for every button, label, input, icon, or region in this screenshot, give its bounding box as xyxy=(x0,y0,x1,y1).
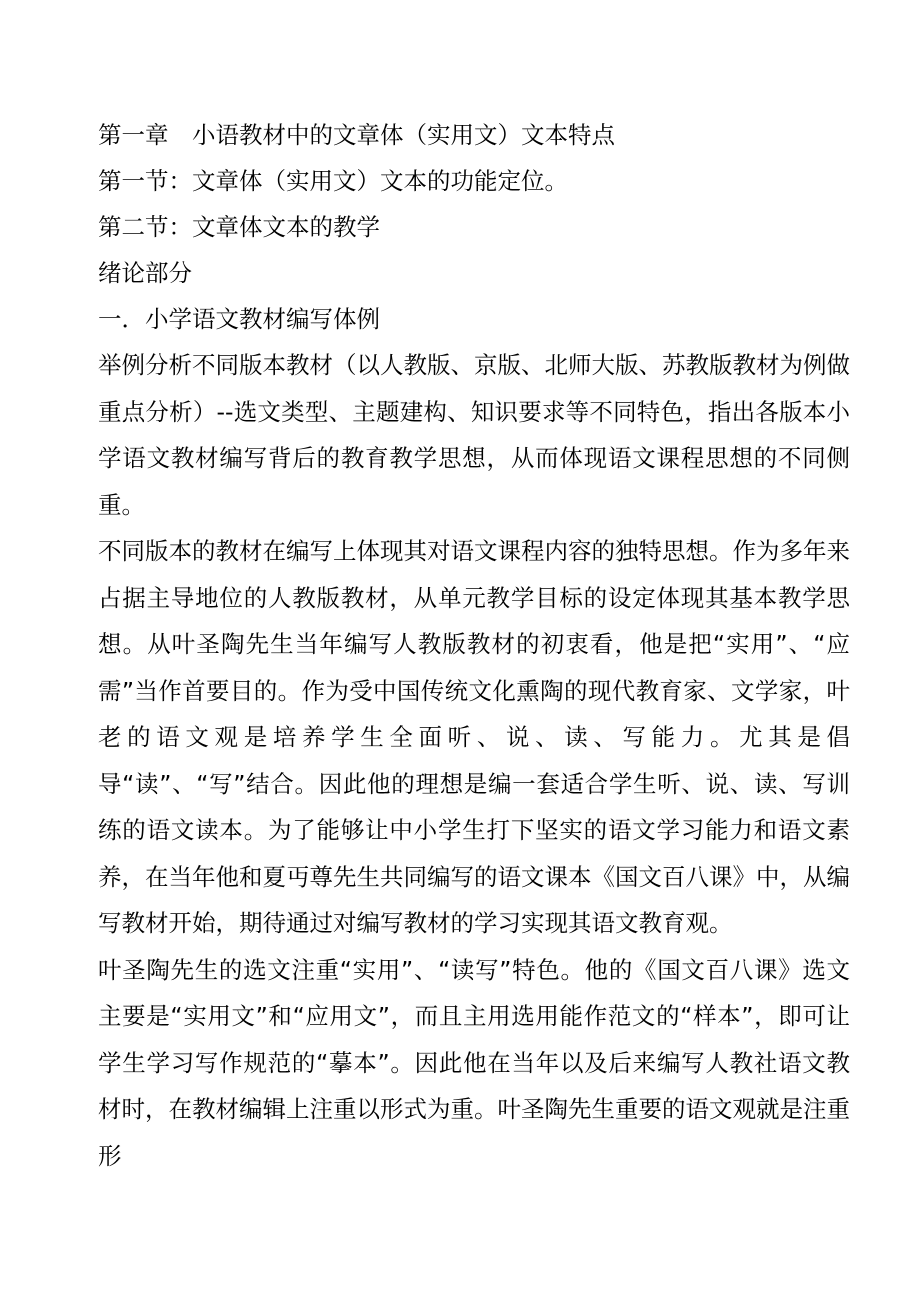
paragraph-1: 举例分析不同版本教材（以人教版、京版、北师大版、苏教版教材为例做重点分析）--选文类型、主题建构、知识要求等不同特色，指出各版本小学语文教材编写背后的教育教学思想，从而体现语文课程思想的不同侧重。 xyxy=(98,351,850,519)
section-1-title: 第一节：文章体（实用文）文本的功能定位。 xyxy=(98,167,568,195)
document-page xyxy=(98,112,850,1179)
chapter-title: 第一章 小语教材中的文章体（实用文）文本特点 xyxy=(98,121,615,149)
introduction-heading: 绪论部分 xyxy=(98,259,192,287)
section-2-title: 第二节：文章体文本的教学 xyxy=(98,213,380,241)
subsection-heading: 一．小学语文教材编写体例 xyxy=(98,305,380,333)
paragraph-2: 不同版本的教材在编写上体现其对语文课程内容的独特思想。作为多年来占据主导地位的人教版教材，从单元教学目标的设定体现其基本教学思想。从叶圣陶先生当年编写人教版教材的初衷看，他是把“实用”、“应需”当作首要目的。作为受中国传统文化熏陶的现代教育家、文学家，叶老的语文观是培养学生全面听、说、读、写能力。尤其是倡导“读”、“写”结合。因此他的理想是编一套适合学生听、说、读、写训练的语文读本。为了能够让中小学生打下坚实的语文学习能力和语文素养，在当年他和夏丏尊先生共同编写的语文课本《国文百八课》中，从编写教材开始，期待通过对编写教材的学习实现其语文教育观。 xyxy=(98,537,850,937)
paragraph-3: 叶圣陶先生的选文注重“实用”、“读写”特色。他的《国文百八课》选文主要是“实用文”和“应用文”，而且主用选用能作范文的“样本”，即可让学生学习写作规范的“摹本”。因此他在当年以及后来编写人教社语文教材时，在教材编辑上注重以形式为重。叶圣陶先生重要的语文观就是注重形 xyxy=(98,955,850,1170)
